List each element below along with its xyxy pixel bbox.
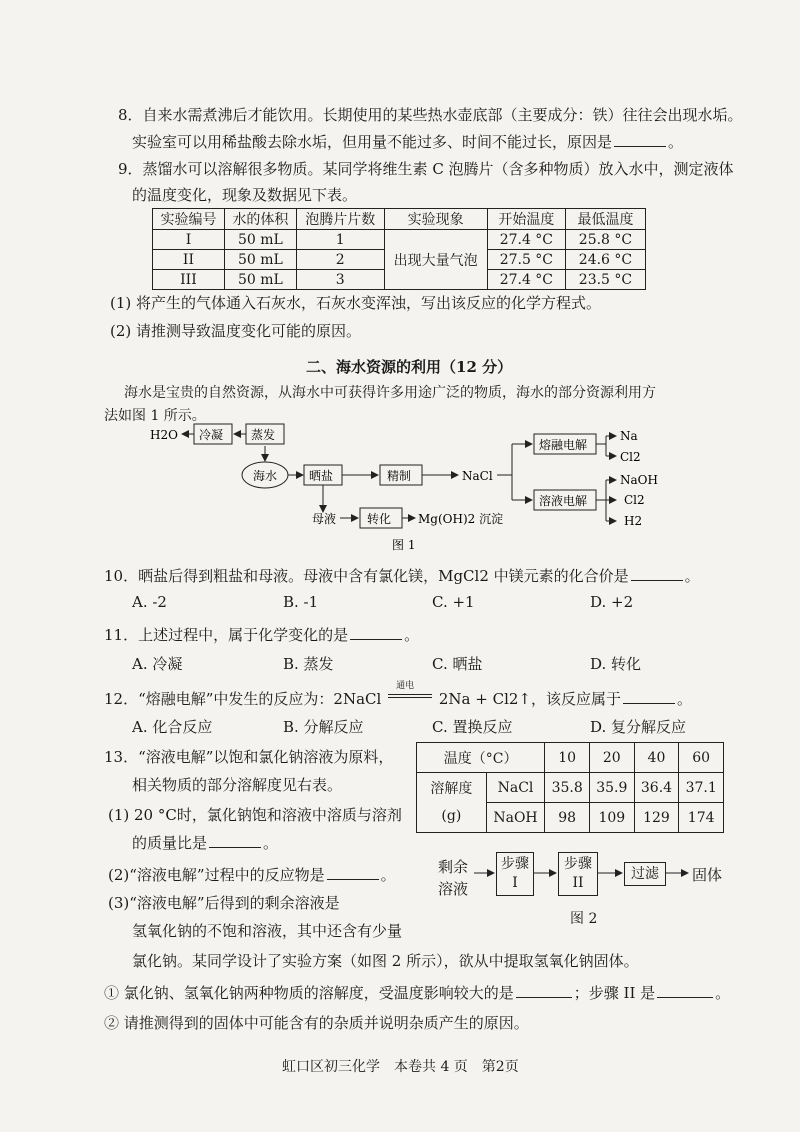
fig1-lengning: 冷凝 [199,428,224,442]
fig2-step2-box [558,852,598,896]
q10-option-c[interactable]: C. +1 [432,593,475,611]
fig1-h2o: H2O [150,428,178,442]
fig2-start-1: 剩余 [438,858,469,876]
q12-text1: 12．“熔融电解”中发生的反应为：2NaCl [104,690,382,708]
q10-line [104,565,700,586]
q9-cell: 27.5 °C [487,250,565,270]
fig2-step1-label: 步骤 [501,856,529,872]
fig1-rongrong: 熔融电解 [539,438,588,452]
fig1-muye: 母液 [312,512,337,526]
q13-line3: (1) 20 °C时，氯化钠饱和溶液中溶质与溶剂 [108,806,402,824]
sol-nacl-value: 36.4 [634,773,679,803]
q12-line [104,681,692,709]
page-footer: 虹口区初三化学 本卷共 4 页 第2页 [282,1059,519,1075]
q9-cell: 23.5 °C [565,270,645,290]
q11-text: 11．上述过程中，属于化学变化的是 [104,626,349,644]
figure-2-arrows [0,845,800,905]
q10-blank[interactable] [631,566,683,581]
fig1-mgoh: Mg(OH)2 沉淀 [418,512,504,526]
q9-header: 泡腾片片数 [296,209,384,230]
fig2-filter-box [624,862,666,886]
q13-line9 [104,982,730,1003]
q10-option-d[interactable]: D. +2 [590,593,634,611]
q9-cell: 50 mL [224,250,296,270]
q9-header: 开始温度 [487,209,565,230]
fig1-nacl: NaCl [462,469,493,483]
q12-condition-arrow [388,681,432,704]
q10-option-a[interactable]: A. -2 [132,593,167,611]
q13-line7: 氢氧化钠的不饱和溶液，其中还含有少量 [132,922,403,940]
q12-text2: 2Na + Cl2↑，该反应属于 [438,690,621,708]
q13-blank-4[interactable] [657,983,713,998]
fig1-h2: H2 [624,514,643,528]
q11-option-b[interactable]: B. 蒸发 [283,655,334,673]
q11-option-d[interactable]: D. 转化 [590,655,642,673]
q12-option-d[interactable]: D. 复分解反应 [590,718,687,736]
q9-cell: 24.6 °C [565,250,645,270]
q9-cell: III [153,270,225,290]
fig1-zhuanhua: 转化 [367,512,392,526]
q13-line2: 相关物质的部分溶解度见右表。 [132,776,343,794]
q9-header: 最低温度 [565,209,645,230]
q13-line5-end: 。 [380,866,396,884]
fig2-caption: 图 2 [570,911,598,927]
q9-cell: 2 [296,250,384,270]
q11-option-a[interactable]: A. 冷凝 [132,655,183,673]
q9-cell: 27.4 °C [487,270,565,290]
q12-blank[interactable] [623,689,675,704]
q9-header: 实验现象 [384,209,487,230]
sol-label: 溶解度 [430,780,473,797]
figure-1 [0,420,800,560]
q13-line4-text: 的质量比是 [132,834,208,852]
q13-line5-text: (2)“溶液电解”过程中的反应物是 [108,866,325,884]
sol-temp: 20 [589,743,634,773]
fig2-step1-box [496,852,534,896]
q13-line8: 氯化钠。某同学设计了实验方案（如图 2 所示），欲从中提取氢氧化钠固体。 [132,952,639,970]
sol-nacl-value: 35.8 [545,773,590,803]
fig1-cl2b: Cl2 [624,493,645,507]
q9-cell: 25.8 °C [565,230,645,250]
fig1-jingzhi: 精制 [387,469,412,483]
section2-title: 二、海水资源的利用（12 分） [306,358,513,376]
fig2-solid: 固体 [692,866,723,884]
sol-naoh-label: NaOH [486,803,545,833]
section2-intro2: 法如图 1 所示。 [104,408,206,424]
q13-line6: (3)“溶液电解”后得到的剩余溶液是 [108,894,340,912]
q9-header: 水的体积 [224,209,296,230]
q9-sub1: (1) 将产生的气体通入石灰水，石灰水变浑浊，写出该反应的化学方程式。 [110,294,602,312]
q11-end: 。 [404,626,420,644]
fig1-caption: 图 1 [392,538,416,552]
q13-line9-end: 。 [715,984,731,1002]
q10-end: 。 [684,567,700,585]
q12-option-a[interactable]: A. 化合反应 [132,718,213,736]
q9-header: 实验编号 [153,209,225,230]
fig1-shaiyan: 晒盐 [309,469,334,483]
sol-temp-label: 温度（°C） [417,743,545,773]
sol-unit: (g) [441,807,462,824]
fig1-na: Na [620,429,638,443]
q8-line2 [132,131,683,152]
fig2-step1-num: I [512,875,518,891]
q12-condition: 通电 [396,681,415,691]
q8-blank[interactable] [614,132,666,147]
q13-blank-3[interactable] [516,983,572,998]
sol-nacl-value: 37.1 [679,773,724,803]
fig2-filter: 过滤 [631,866,659,882]
fig1-haishui: 海水 [253,469,278,483]
q8-text: 实验室可以用稀盐酸去除水垢，但用量不能过多、时间不能过长，原因是 [132,133,613,151]
q9-cell: 50 mL [224,230,296,250]
sol-naoh-value: 174 [679,803,724,833]
section2-intro1: 海水是宝贵的自然资源，从海水中可获得许多用途广泛的物质，海水的部分资源利用方 [124,385,656,401]
q11-line [104,624,419,645]
q9-cell: 27.4 °C [487,230,565,250]
q13-line4-end: 。 [263,834,279,852]
solubility-table [416,742,724,833]
sol-label-cell [417,773,487,833]
q8-line1: 8．自来水需煮沸后才能饮用。长期使用的某些热水壶底部（主要成分：铁）往往会出现水垢。 [118,106,743,124]
fig2-step2-num: II [572,875,584,891]
q10-text: 10．晒盐后得到粗盐和母液。母液中含有氯化镁，MgCl2 中镁元素的化合价是 [104,567,629,585]
q9-cell: 3 [296,270,384,290]
q13-line9-mid: ；步骤 II 是 [573,984,656,1002]
q9-sub2: (2) 请推测导致温度变化可能的原因。 [110,322,362,340]
sol-temp: 10 [545,743,590,773]
q9-cell: I [153,230,225,250]
q8-end: 。 [668,133,684,151]
sol-temp: 40 [634,743,679,773]
fig1-naoh: NaOH [620,473,658,487]
sol-nacl-label: NaCl [486,773,545,803]
q11-blank[interactable] [350,625,402,640]
fig1-cl2a: Cl2 [620,450,641,464]
q12-option-b[interactable]: B. 分解反应 [283,718,364,736]
q13-line1: 13．“溶液电解”以饱和氯化钠溶液为原料， [104,748,394,766]
q9-line2: 的温度变化，现象及数据见下表。 [132,186,358,204]
fig2-step2-label: 步骤 [564,856,592,872]
q9-cell: II [153,250,225,270]
fig1-zhengfa: 蒸发 [251,428,276,442]
sol-naoh-value: 109 [589,803,634,833]
sol-naoh-value: 98 [545,803,590,833]
q9-phenomenon: 出现大量气泡 [384,230,487,290]
fig1-rongye: 溶液电解 [539,494,588,508]
q9-cell: 1 [296,230,384,250]
fig2-start-2: 溶液 [438,880,469,898]
q12-end: 。 [676,690,692,708]
q11-option-c[interactable]: C. 晒盐 [432,655,483,673]
q9-table [152,208,646,290]
q9-cell: 50 mL [224,270,296,290]
q9-line1: 9．蒸馏水可以溶解很多物质。某同学将维生素 C 泡腾片（含多种物质）放入水中，测定液体 [118,160,734,178]
sol-naoh-value: 129 [634,803,679,833]
sol-nacl-value: 35.9 [589,773,634,803]
q10-option-b[interactable]: B. -1 [283,593,319,611]
q13-line10: ② 请推测得到的固体中可能含有的杂质并说明杂质产生的原因。 [104,1014,529,1032]
q13-line9-text: ① 氯化钠、氢氧化钠两种物质的溶解度，受温度影响较大的是 [104,984,514,1002]
sol-temp: 60 [679,743,724,773]
q12-option-c[interactable]: C. 置换反应 [432,718,513,736]
